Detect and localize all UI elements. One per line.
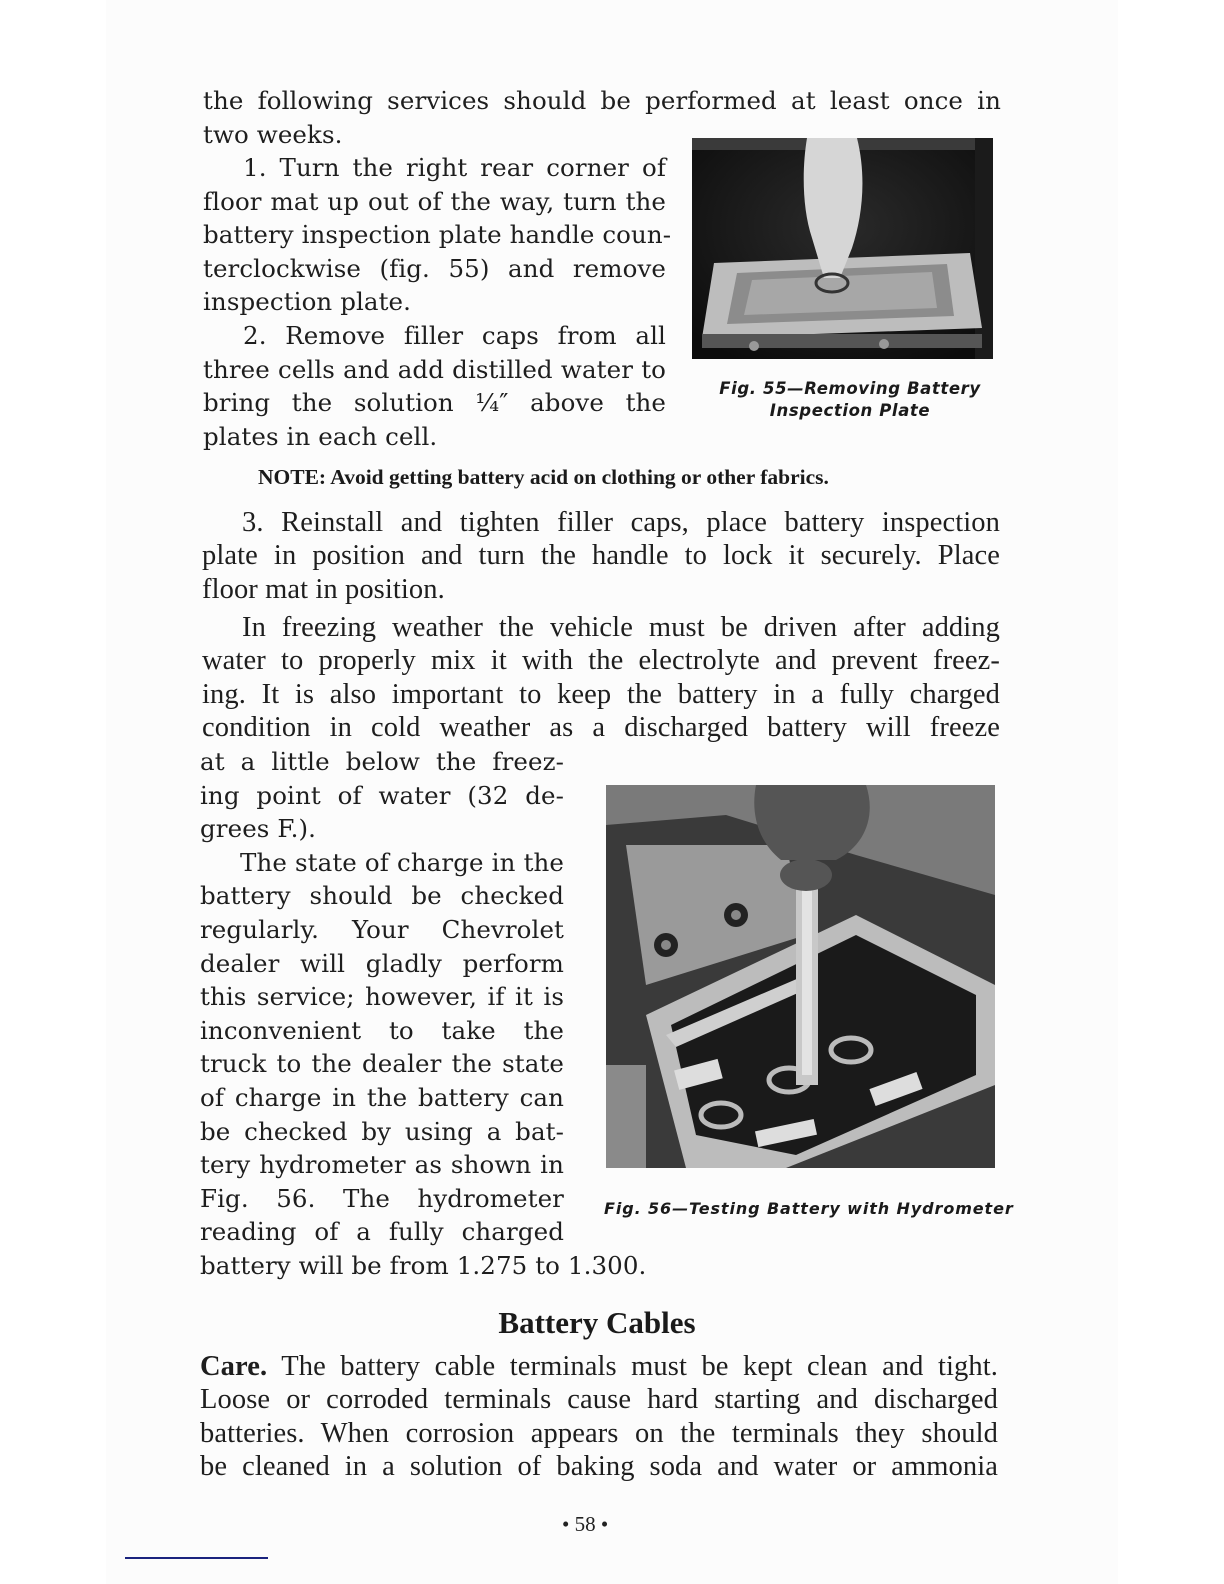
text-line: ing. It is also important to keep the battery in a fully charged xyxy=(202,678,1000,710)
text-line: plates in each cell. xyxy=(203,421,438,451)
text-line: 1. Turn the right rear corner of xyxy=(243,153,666,182)
text-line: battery inspection plate handle coun- xyxy=(203,220,672,250)
figure-56-caption: Fig. 56—Testing Battery with Hydrometer xyxy=(604,1199,1014,1218)
text-line: regularly. Your Chevrolet xyxy=(200,914,564,944)
text-line: tery hydrometer as shown in xyxy=(200,1150,564,1180)
text-line: inconvenient to take the xyxy=(200,1015,564,1045)
text-line: batteries. When corrosion appears on the terminals they should xyxy=(200,1417,998,1449)
caption-line: Inspection Plate xyxy=(769,401,931,420)
figure-55-caption xyxy=(700,378,1000,422)
text-line: The state of charge in the xyxy=(240,847,564,877)
state-of-charge-paragraph xyxy=(200,745,647,1283)
heading-text: Battery Cables xyxy=(498,1305,696,1340)
text-line: floor mat up out of the way, turn the xyxy=(203,186,666,216)
footer-rule xyxy=(125,1557,268,1559)
figure-55-photo xyxy=(692,138,993,359)
hydrometer-photo-icon xyxy=(606,785,995,1168)
text-line: battery will be from 1.275 to 1.300. xyxy=(200,1250,647,1280)
text-line: plate in position and turn the handle to lock it securely. Place xyxy=(202,540,1000,572)
text-line: bring the solution ¼″ above the xyxy=(203,388,666,418)
figure-56-photo xyxy=(606,785,995,1168)
text-line: this service; however, if it is xyxy=(200,982,564,1012)
page-number: • 58 • xyxy=(562,1512,609,1536)
text-line: ing point of water (32 de- xyxy=(200,780,564,810)
text-line: 3. Reinstall and tighten filler caps, place battery inspection xyxy=(242,507,1000,538)
text-line: at a little below the freez- xyxy=(200,747,564,776)
text-line: condition in cold weather as a discharged battery will freeze xyxy=(202,712,1000,744)
text-line: 2. Remove filler caps from all xyxy=(243,321,666,350)
note-text: NOTE: Avoid getting battery acid on clothing or other fabrics. xyxy=(258,465,829,489)
text-line: Loose or corroded terminals cause hard starting and discharged xyxy=(200,1384,998,1416)
section-heading xyxy=(0,1305,1224,1341)
text-line: two weeks. xyxy=(203,119,343,149)
care-paragraph xyxy=(200,1350,998,1484)
text-line: terclockwise (fig. 55) and remove xyxy=(203,253,666,283)
text-line: In freezing weather the vehicle must be driven after adding xyxy=(242,612,1000,643)
care-text: The battery cable terminals must be kept clean and tight. xyxy=(267,1351,998,1382)
text-line: three cells and add distilled water to xyxy=(203,354,666,384)
step-1-paragraph xyxy=(203,151,672,319)
step-2-paragraph xyxy=(203,319,666,453)
text-line: water to properly mix it with the electrolyte and prevent freez- xyxy=(202,645,1000,677)
text-line: the following services should be performed at least once in xyxy=(203,86,1001,115)
text-line: Fig. 56. The hydrometer xyxy=(200,1183,564,1213)
text-line xyxy=(200,1350,998,1383)
battery-plate-photo-icon xyxy=(692,138,993,359)
text-line: reading of a fully charged xyxy=(200,1217,564,1247)
freezing-paragraph xyxy=(202,611,1000,745)
text-line: dealer will gladly perform xyxy=(200,948,564,978)
text-line: floor mat in position. xyxy=(202,573,445,605)
text-line: be cleaned in a solution of baking soda and water or ammonia xyxy=(200,1451,998,1483)
text-line: be checked by using a bat- xyxy=(200,1116,564,1146)
text-line: battery should be checked xyxy=(200,881,564,911)
caption-line: Fig. 55—Removing Battery xyxy=(719,379,981,398)
step-3-paragraph xyxy=(202,506,1000,606)
text-line: of charge in the battery can xyxy=(200,1082,564,1112)
care-label: Care. xyxy=(200,1351,268,1382)
text-line: grees F.). xyxy=(200,814,317,844)
text-line: truck to the dealer the state xyxy=(200,1049,564,1079)
text-line: inspection plate. xyxy=(203,287,412,317)
